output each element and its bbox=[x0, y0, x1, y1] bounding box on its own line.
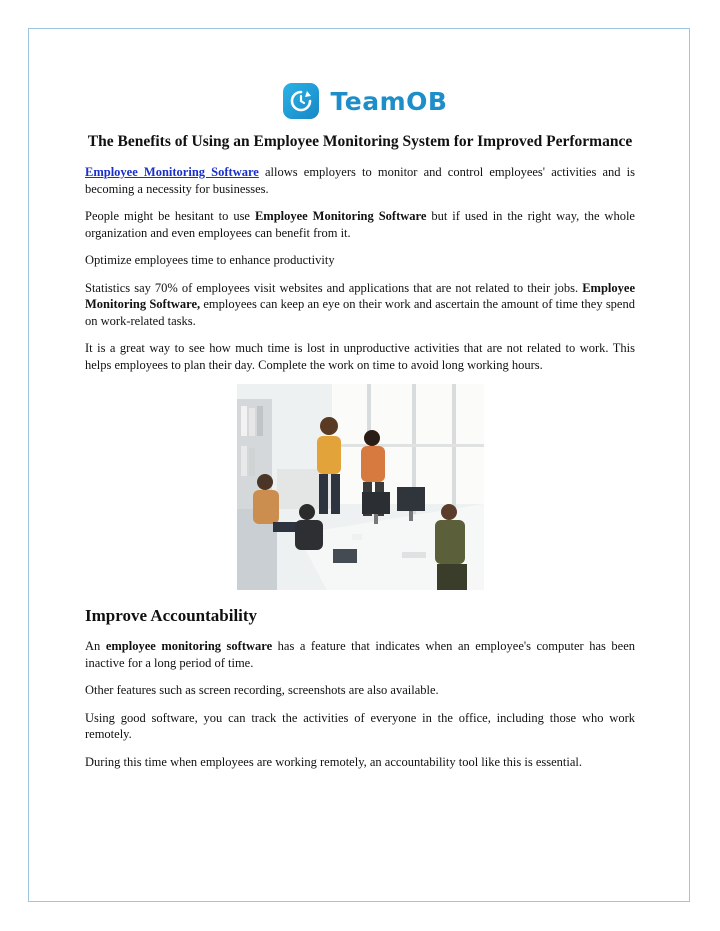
paragraph-text: Statistics say 70% of employees visit websites and applications that are not related to their jobs. bbox=[85, 280, 583, 295]
section-heading: Improve Accountability bbox=[85, 606, 258, 625]
paragraph-text: employees can keep an eye on their work and ascertain the amount of time they spend on work-related tasks. bbox=[85, 297, 635, 328]
paragraph-text: but if used in the right way, the whole organization and even employees can benefit from it. bbox=[85, 209, 635, 240]
paragraph: Optimize employees time to enhance productivity bbox=[85, 253, 335, 267]
employee-monitoring-link[interactable]: Employee Monitoring Software bbox=[85, 165, 259, 179]
photo-container bbox=[85, 384, 635, 590]
office-team-photo bbox=[237, 384, 484, 590]
paragraph bbox=[85, 208, 635, 241]
document-content bbox=[85, 80, 635, 781]
paragraph-text: has a feature that indicates when an employee's computer has been inactive for a long period of time. bbox=[85, 639, 636, 670]
bold-text: Employee Monitoring Software, bbox=[85, 280, 635, 311]
paragraph: It is a great way to see how much time is lost in unproductive activities that are not related to work. This helps employees to plan their day. Complete the work on time to avoid long working hours. bbox=[85, 341, 635, 372]
brand-logo bbox=[95, 80, 635, 122]
bold-text: Employee Monitoring Software bbox=[254, 209, 427, 223]
paragraph: Other features such as screen recording, screenshots are also available. bbox=[85, 683, 439, 697]
clock-refresh-icon bbox=[283, 83, 319, 119]
paragraph-text: People might be hesitant to use bbox=[85, 209, 255, 223]
paragraph-text: allows employers to monitor and control employees' activities and is becoming a necessity for businesses. bbox=[85, 165, 635, 196]
brand-name: TeamOB bbox=[330, 86, 448, 116]
paragraph: During this time when employees are working remotely, an accountability tool like this is essential. bbox=[85, 754, 582, 769]
paragraph: Using good software, you can track the activities of everyone in the office, including those who work remotely. bbox=[85, 710, 635, 741]
paragraph-text: An bbox=[85, 639, 106, 653]
bold-text: employee monitoring software bbox=[105, 639, 273, 653]
document-title: The Benefits of Using an Employee Monitoring System for Improved Performance bbox=[87, 133, 633, 150]
paragraph bbox=[85, 280, 635, 330]
paragraph bbox=[85, 164, 635, 197]
paragraph bbox=[85, 638, 635, 671]
